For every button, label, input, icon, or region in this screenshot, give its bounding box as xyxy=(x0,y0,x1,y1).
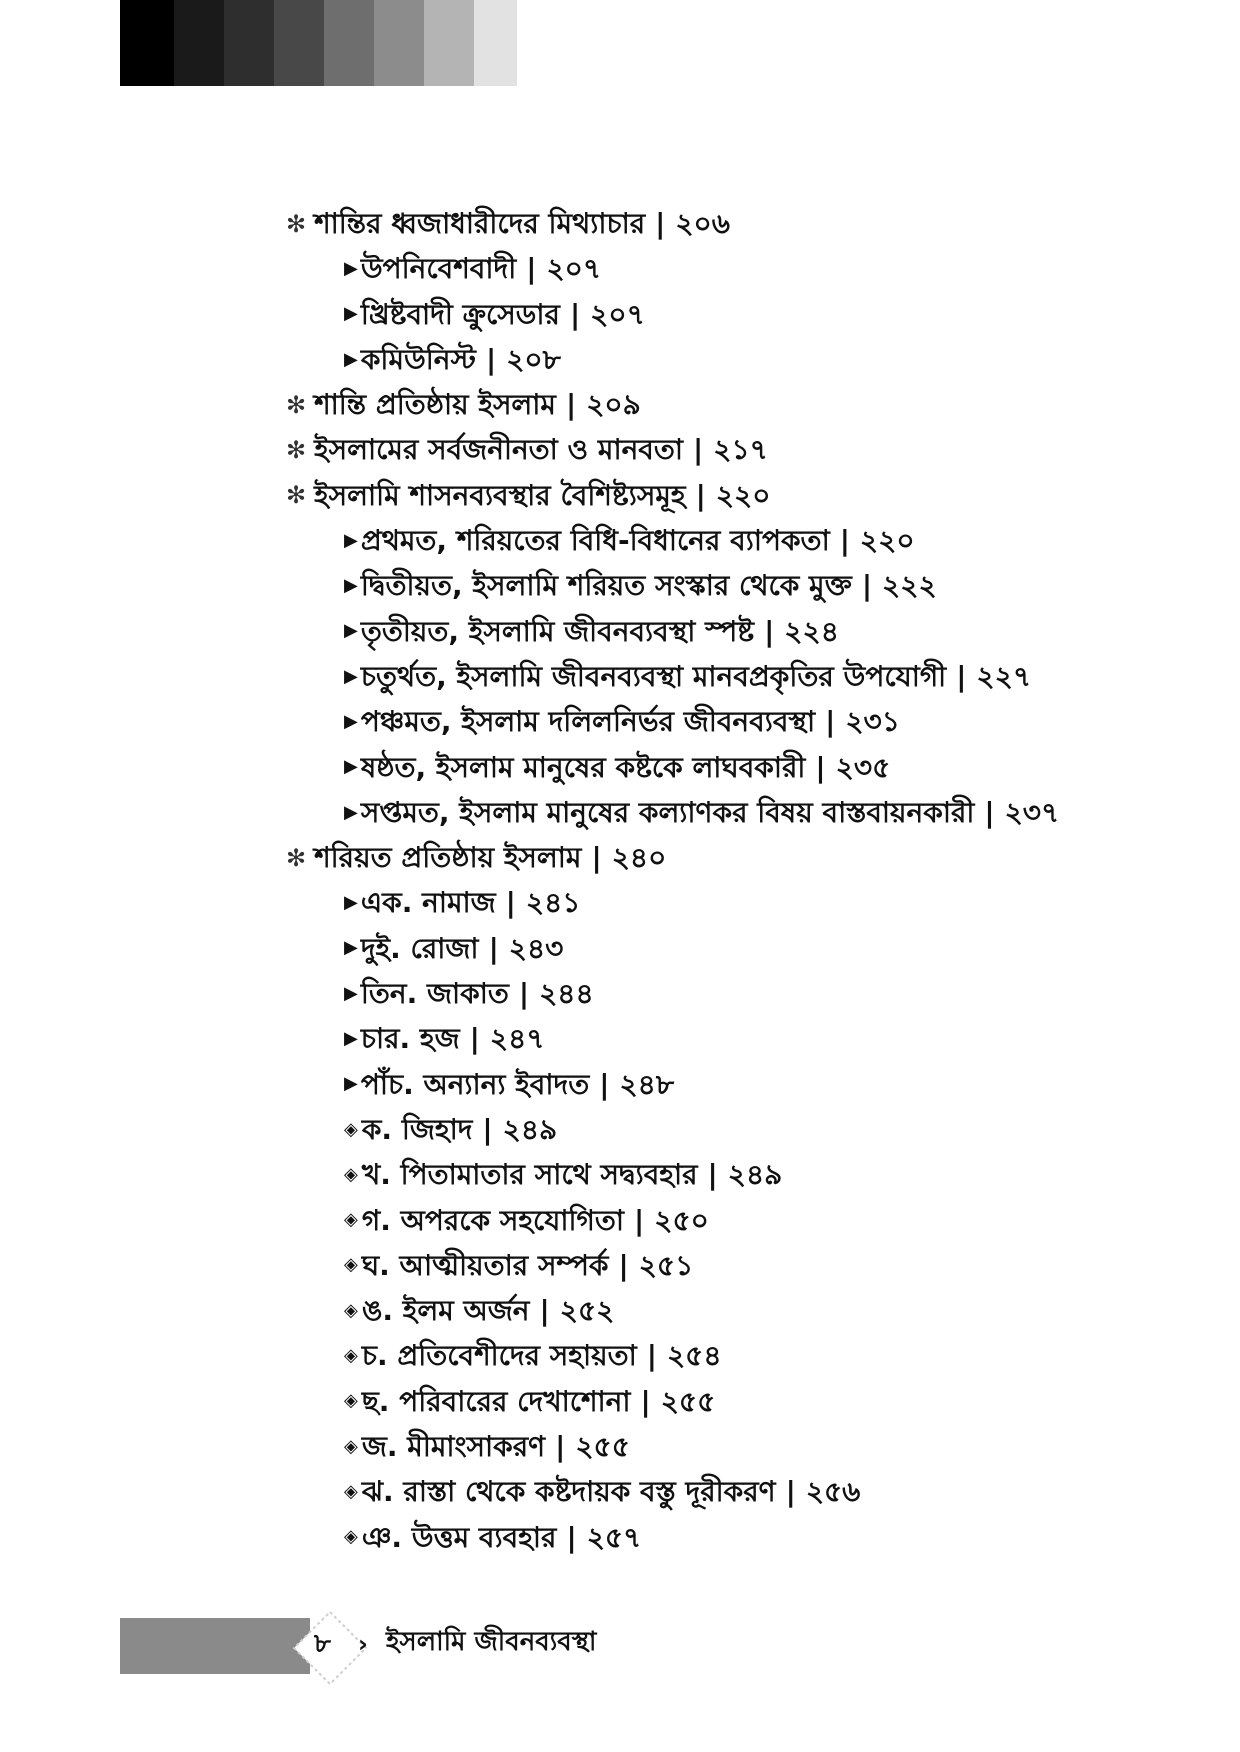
toc-entry-title: দ্বিতীয়ত, ইসলামি শরিয়ত সংস্কার থেকে মুক্ত xyxy=(360,569,852,603)
toc-entry-title: চতুর্থত, ইসলামি জীবনব্যবস্থা মানবপ্রকৃতির উপযোগী xyxy=(360,659,947,693)
gray-swatch xyxy=(174,0,224,86)
toc-entry-page: ২৪৭ xyxy=(489,1022,545,1056)
toc-separator: | xyxy=(956,659,967,693)
toc-entry xyxy=(286,1379,1186,1424)
toc-entry-page: ২৪৮ xyxy=(619,1067,675,1101)
toc-separator: | xyxy=(839,524,850,558)
toc-entry-page: ২৪০ xyxy=(611,841,667,875)
triangle-bullet-icon: ▶ xyxy=(344,620,358,642)
toc-entry-page: ২৫৫ xyxy=(660,1384,716,1418)
diamond-bullet-icon: ◈ xyxy=(344,1526,358,1548)
asterism-bullet-icon: ✻ xyxy=(286,481,307,510)
gray-swatch xyxy=(474,0,517,86)
toc-entry-page: ২২৭ xyxy=(976,659,1032,693)
toc-entry xyxy=(286,1198,1186,1243)
toc-entry-title: খ্রিষ্টবাদী ক্রুসেডার xyxy=(360,297,560,331)
toc-separator: | xyxy=(488,931,499,965)
toc-separator: | xyxy=(984,795,995,829)
toc-entry-page: ২৫২ xyxy=(559,1294,615,1328)
toc-entry-title: ঘ. আত্মীয়তার সম্পর্ক xyxy=(361,1248,609,1282)
toc-entry xyxy=(286,563,1186,608)
toc-entry xyxy=(286,1016,1186,1061)
toc-separator: | xyxy=(693,433,704,467)
diamond-bullet-icon: ◈ xyxy=(344,1254,358,1276)
triangle-bullet-icon: ▶ xyxy=(344,1073,358,1095)
toc-entry-title: তৃতীয়ত, ইসলামি জীবনব্যবস্থা স্পষ্ট xyxy=(360,614,755,648)
toc-entry xyxy=(286,880,1186,925)
toc-separator: | xyxy=(861,569,873,603)
toc-entry-page: ২০৭ xyxy=(590,297,645,331)
toc-separator: | xyxy=(815,750,826,784)
toc-separator: | xyxy=(565,388,577,422)
diamond-bullet-icon: ◈ xyxy=(344,1299,358,1321)
triangle-bullet-icon: ▶ xyxy=(344,982,358,1004)
triangle-bullet-icon: ▶ xyxy=(344,665,358,687)
toc-entry-page: ২৩১ xyxy=(845,705,900,739)
toc-entry xyxy=(286,1152,1186,1197)
toc-entry-title: গ. অপরকে সহযোগিতা xyxy=(361,1203,625,1237)
toc-entry-page: ২০৯ xyxy=(586,388,641,422)
toc-separator: | xyxy=(764,614,775,648)
toc-separator: | xyxy=(526,252,537,286)
chevron-right-icon: › xyxy=(358,1630,368,1658)
gray-swatch xyxy=(424,0,474,86)
toc-entry-page: ২৪৯ xyxy=(727,1158,783,1192)
toc-entry-title: পাঁচ. অন্যান্য ইবাদত xyxy=(360,1067,590,1101)
toc-entry xyxy=(286,1333,1186,1378)
toc-separator: | xyxy=(505,886,516,920)
triangle-bullet-icon: ▶ xyxy=(344,529,358,551)
toc-entry-title: ছ. পরিবারের দেখাশোনা xyxy=(361,1384,631,1418)
toc-entry xyxy=(286,790,1186,835)
toc-separator: | xyxy=(482,1112,493,1146)
toc-entry-page: ২৫০ xyxy=(654,1203,709,1237)
toc-entry xyxy=(286,835,1186,880)
toc-entry-page: ২১৭ xyxy=(713,433,768,467)
triangle-bullet-icon: ▶ xyxy=(344,937,358,959)
toc-entry-title: শান্তি প্রতিষ্ঠায় ইসলাম xyxy=(314,388,556,422)
toc-separator: | xyxy=(618,1248,629,1282)
toc-entry-title: ঙ. ইলম অর্জন xyxy=(361,1294,530,1328)
diamond-bullet-icon: ◈ xyxy=(344,1435,358,1457)
toc-entry xyxy=(286,971,1186,1016)
diamond-bullet-icon: ◈ xyxy=(344,1209,358,1231)
toc-separator: | xyxy=(539,1294,550,1328)
toc-entry xyxy=(286,201,1186,246)
toc-entry-title: কমিউনিস্ট xyxy=(360,342,476,376)
triangle-bullet-icon: ▶ xyxy=(344,348,358,370)
toc-entry xyxy=(286,745,1186,790)
toc-entry xyxy=(286,699,1186,744)
triangle-bullet-icon: ▶ xyxy=(344,257,358,279)
footer-book-title: ইসলামি জীবনব্যবস্থা xyxy=(386,1627,597,1657)
toc-entry-page: ২৪৯ xyxy=(502,1112,558,1146)
toc-separator: | xyxy=(566,1520,577,1554)
toc-entry-page: ২২০ xyxy=(715,478,771,512)
triangle-bullet-icon: ▶ xyxy=(344,756,358,778)
toc-entry-page: ২২০ xyxy=(859,524,915,558)
diamond-bullet-icon: ◈ xyxy=(344,1345,358,1367)
asterism-bullet-icon: ✻ xyxy=(286,843,307,872)
toc-entry xyxy=(286,1062,1186,1107)
toc-entry-title: সপ্তমত, ইসলাম মানুষের কল্যাণকর বিষয় বাস্তবায়নকারী xyxy=(360,795,975,829)
toc-entry xyxy=(286,654,1186,699)
toc-entry-page: ২৩৫ xyxy=(835,750,891,784)
triangle-bullet-icon: ▶ xyxy=(344,1027,358,1049)
toc-entry-page: ২২৪ xyxy=(784,614,839,648)
toc-entry-page: ২৫৬ xyxy=(805,1475,861,1509)
toc-entry-title: ইসলামি শাসনব্যবস্থার বৈশিষ্ট্যসমূহ xyxy=(314,478,686,512)
toc-entry-title: ষষ্ঠত, ইসলাম মানুষের কষ্টকে লাঘবকারী xyxy=(360,750,806,784)
table-of-contents xyxy=(286,201,1186,1560)
toc-separator: | xyxy=(825,705,836,739)
toc-entry xyxy=(286,337,1186,382)
toc-entry xyxy=(286,1107,1186,1152)
triangle-bullet-icon: ▶ xyxy=(344,303,358,325)
header-grayscale-strip xyxy=(120,0,517,86)
toc-separator: | xyxy=(569,297,581,331)
toc-separator: | xyxy=(469,1022,480,1056)
gray-swatch xyxy=(274,0,324,86)
toc-entry xyxy=(286,518,1186,563)
toc-entry-title: উপনিবেশবাদী xyxy=(360,252,517,286)
toc-entry xyxy=(286,427,1186,472)
toc-entry-page: ২৫৫ xyxy=(575,1430,630,1464)
triangle-bullet-icon: ▶ xyxy=(344,710,358,732)
toc-entry xyxy=(286,1288,1186,1333)
toc-entry-page: ২৩৭ xyxy=(1004,795,1060,829)
toc-entry-page: ২০৬ xyxy=(675,207,730,240)
toc-entry-title: জ. মীমাংসাকরণ xyxy=(361,1430,546,1464)
toc-entry-title: চার. হজ xyxy=(360,1022,460,1056)
toc-entry-title: এক. নামাজ xyxy=(360,886,496,920)
toc-entry-title: চ. প্রতিবেশীদের সহায়তা xyxy=(361,1339,637,1373)
toc-entry-page: ২০৭ xyxy=(546,252,602,286)
toc-entry-title: তিন. জাকাত xyxy=(360,977,509,1011)
toc-entry-title: ঝ. রাস্তা থেকে কষ্টদায়ক বস্তু দূরীকরণ xyxy=(361,1475,776,1509)
toc-separator: | xyxy=(485,342,497,376)
toc-entry-page: ২৪৪ xyxy=(539,977,594,1011)
gray-swatch xyxy=(224,0,274,86)
toc-entry-page: ২২২ xyxy=(882,569,937,603)
diamond-bullet-icon: ◈ xyxy=(344,1163,358,1185)
toc-separator: | xyxy=(518,977,530,1011)
toc-entry-page: ২৪১ xyxy=(525,886,581,920)
toc-entry-page: ২৫৭ xyxy=(586,1520,642,1554)
asterism-bullet-icon: ✻ xyxy=(286,209,307,238)
triangle-bullet-icon: ▶ xyxy=(344,575,358,597)
toc-entry xyxy=(286,1469,1186,1514)
toc-separator: | xyxy=(555,1430,566,1464)
asterism-bullet-icon: ✻ xyxy=(286,390,307,419)
triangle-bullet-icon: ▶ xyxy=(344,892,358,914)
toc-entry xyxy=(286,473,1186,518)
toc-entry-title: ঞ. উত্তম ব্যবহার xyxy=(361,1520,557,1554)
asterism-bullet-icon: ✻ xyxy=(286,436,307,465)
toc-entry xyxy=(286,382,1186,427)
toc-separator: | xyxy=(591,841,602,875)
toc-entry-title: পঞ্চমত, ইসলাম দলিলনির্ভর জীবনব্যবস্থা xyxy=(360,705,816,739)
toc-entry-page: ২৫৪ xyxy=(666,1339,722,1373)
toc-entry-page: ২০৮ xyxy=(506,342,561,376)
toc-entry-title: ইসলামের সর্বজনীনতা ও মানবতা xyxy=(314,433,683,467)
diamond-bullet-icon: ◈ xyxy=(344,1480,358,1502)
toc-entry-page: ২৫১ xyxy=(638,1248,694,1282)
gray-swatch xyxy=(120,0,174,86)
gray-swatch xyxy=(374,0,424,86)
toc-entry xyxy=(286,292,1186,337)
triangle-bullet-icon: ▶ xyxy=(344,801,358,823)
toc-entry xyxy=(286,609,1186,654)
toc-separator: | xyxy=(655,207,666,240)
toc-entry-title: ক. জিহাদ xyxy=(361,1112,473,1146)
toc-separator: | xyxy=(785,1475,796,1509)
toc-separator: | xyxy=(634,1203,645,1237)
diamond-bullet-icon: ◈ xyxy=(344,1390,358,1412)
toc-entry-title: খ. পিতামাতার সাথে সদ্ব্যবহার xyxy=(361,1158,698,1192)
footer-bar xyxy=(120,1618,310,1674)
toc-separator: | xyxy=(599,1067,610,1101)
toc-separator: | xyxy=(707,1158,718,1192)
toc-entry xyxy=(286,1515,1186,1560)
toc-entry xyxy=(286,1243,1186,1288)
toc-entry-page: ২৪৩ xyxy=(508,931,564,965)
toc-entry xyxy=(286,1424,1186,1469)
toc-entry-title: দুই. রোজা xyxy=(360,931,479,965)
footer-page-number: ৮ xyxy=(314,1629,331,1659)
toc-entry-title: শান্তির ধ্বজাধারীদের মিথ্যাচার xyxy=(314,207,646,240)
toc-separator: | xyxy=(640,1384,651,1418)
toc-entry-title: প্রথমত, শরিয়তের বিধি-বিধানের ব্যাপকতা xyxy=(360,524,830,558)
toc-separator: | xyxy=(646,1339,657,1373)
gray-swatch xyxy=(324,0,374,86)
toc-entry-title: শরিয়ত প্রতিষ্ঠায় ইসলাম xyxy=(314,841,582,875)
toc-separator: | xyxy=(695,478,706,512)
diamond-bullet-icon: ◈ xyxy=(344,1118,358,1140)
toc-entry xyxy=(286,246,1186,291)
toc-entry xyxy=(286,926,1186,971)
